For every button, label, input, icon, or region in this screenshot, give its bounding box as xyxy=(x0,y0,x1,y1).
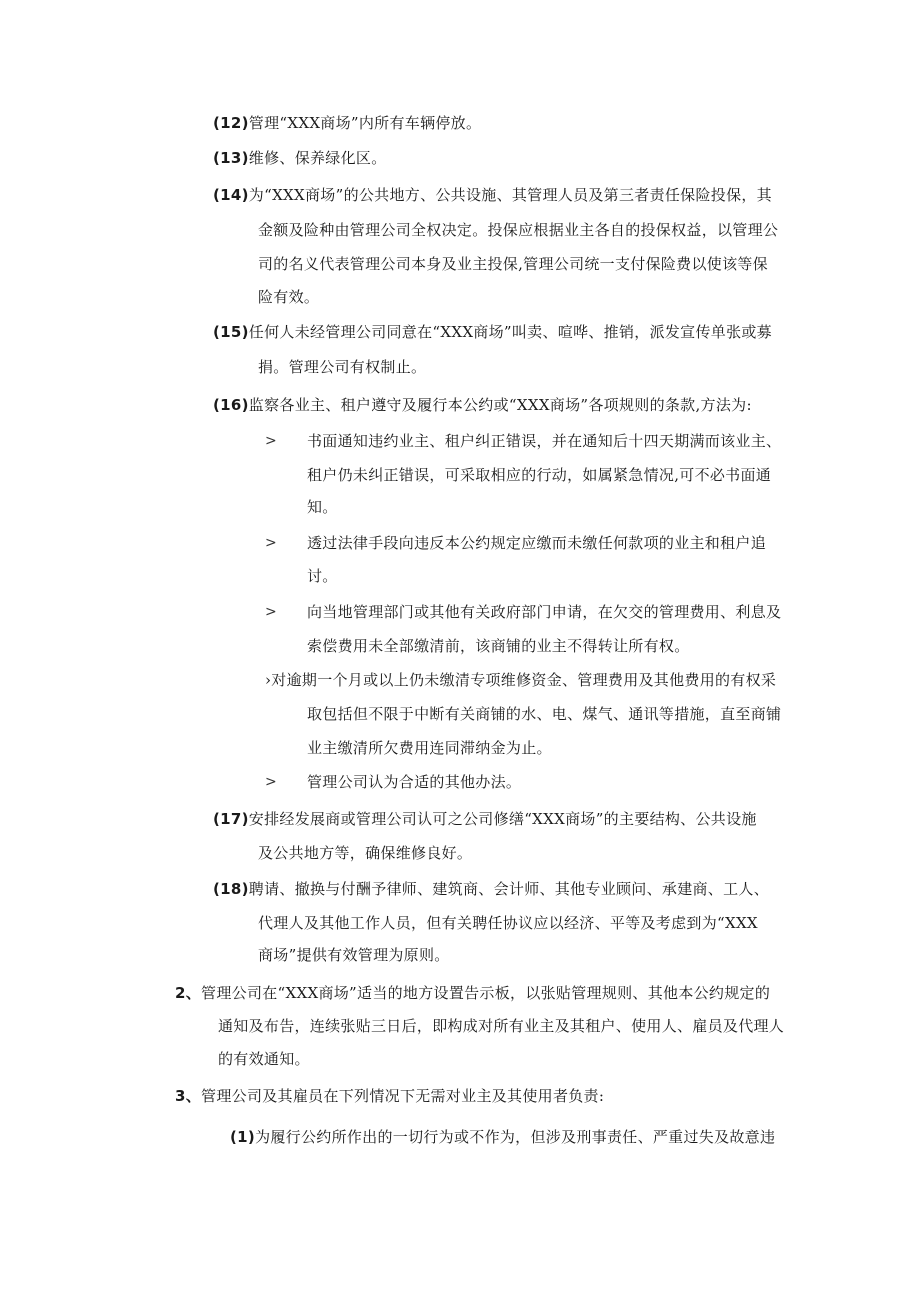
clause-text: 管理“XXX商场”内所有车辆停放。 xyxy=(248,114,482,132)
clause-text: 聘请、撤换与付酬予律师、建筑商、会计师、其他专业顾问、承建商、工人、 xyxy=(248,880,770,898)
clause-12 xyxy=(213,113,481,133)
clause-text: 任何人未经管理公司同意在“XXX商场”叫卖、喧哗、推销，派发宣传单张或募 xyxy=(248,323,772,341)
clause-text: 安排经发展商或管理公司认可之公司修缮“XXX商场”的主要结构、公共设施 xyxy=(248,810,757,828)
clause-17-line-2: 及公共地方等，确保维修良好。 xyxy=(258,844,473,862)
bullet-3-line-2: 索偿费用未全部缴清前，该商铺的业主不得转让所有权。 xyxy=(307,637,690,655)
bullet-4-line-2: 取包括但不限于中断有关商铺的水、电、煤气、通讯等措施，直至商铺 xyxy=(307,705,782,723)
bullet-1-line-2: 租户仍未纠正错误，可采取相应的行动，如属紧急情况,可不必书面通 xyxy=(307,466,772,484)
clause-number: (17) xyxy=(213,810,249,828)
clause-number: (13) xyxy=(213,149,249,167)
clause-number: (14) xyxy=(213,186,249,204)
bullet-arrow-icon: > xyxy=(265,535,277,551)
clause-14-line-4: 险有效。 xyxy=(258,288,320,306)
clause-text: 为“XXX商场”的公共地方、公共设施、其管理人员及第三者责任保险投保，其 xyxy=(248,186,772,204)
clause-number: (18) xyxy=(213,880,249,898)
section-3 xyxy=(175,1086,604,1106)
bullet-arrow-icon: > xyxy=(265,774,277,790)
clause-15 xyxy=(213,322,772,342)
clause-16 xyxy=(213,395,752,415)
bullet-1-line-3: 知。 xyxy=(307,498,338,516)
sub-text: 为履行公约所作出的一切行为或不作为，但涉及刑事责任、严重过失及故意违 xyxy=(255,1128,776,1146)
section-text: 管理公司及其雇员在下列情况下无需对业主及其使用者负责: xyxy=(201,1087,605,1105)
clause-17 xyxy=(213,809,757,829)
section-number: 3、 xyxy=(175,1087,202,1105)
section-text: 管理公司在“XXX商场”适当的地方设置告示板，以张贴管理规则、其他本公约规定的 xyxy=(201,984,771,1002)
clause-18-line-2: 代理人及其他工作人员，但有关聘任协议应以经济、平等及考虑到为“XXX xyxy=(258,914,758,932)
clause-18 xyxy=(213,879,769,899)
sub-number: (1) xyxy=(230,1128,256,1146)
clause-15-line-2: 捐。管理公司有权制止。 xyxy=(258,358,427,376)
section-3-sub-1 xyxy=(230,1127,775,1147)
section-2 xyxy=(175,983,770,1003)
bullet-5-line-1: 管理公司认为合适的其他办法。 xyxy=(307,773,522,791)
bullet-arrow-icon: > xyxy=(265,433,277,449)
bullet-arrow-icon: > xyxy=(265,604,277,620)
clause-text: 监察各业主、租户遵守及履行本公约或“XXX商场”各项规则的条款,方法为: xyxy=(248,396,752,414)
section-2-line-3: 的有效通知。 xyxy=(218,1050,310,1068)
clause-18-line-3: 商场”提供有效管理为原则。 xyxy=(258,946,450,964)
bullet-2-line-2: 讨。 xyxy=(307,567,338,585)
clause-number: (16) xyxy=(213,396,249,414)
clause-14-line-3: 司的名义代表管理公司本身及业主投保,管理公司统一支付保险费以使该等保 xyxy=(258,255,768,273)
section-number: 2、 xyxy=(175,984,202,1002)
bullet-1-line-1: 书面通知违约业主、租户纠正错误，并在通知后十四天期满而该业主、 xyxy=(307,432,782,450)
bullet-4-line-3: 业主缴清所欠费用连同滞纳金为止。 xyxy=(307,739,552,757)
bullet-2-line-1: 透过法律手段向违反本公约规定应缴而未缴任何款项的业主和租户追 xyxy=(307,534,767,552)
clause-number: (15) xyxy=(213,323,249,341)
clause-number: (12) xyxy=(213,114,249,132)
bullet-3-line-1: 向当地管理部门或其他有关政府部门申请，在欠交的管理费用、利息及 xyxy=(307,603,782,621)
clause-text: 维修、保养绿化区。 xyxy=(248,149,387,167)
clause-13 xyxy=(213,148,387,168)
clause-14 xyxy=(213,185,772,205)
section-2-line-2: 通知及布告，连续张贴三日后，即构成对所有业主及其租户、使用人、雇员及代理人 xyxy=(218,1017,785,1035)
clause-14-line-2: 金额及险种由管理公司全权决定。投保应根据业主各自的投保权益，以管理公 xyxy=(258,221,779,239)
bullet-4-line-1: ›对逾期一个月或以上仍未缴清专项维修资金、管理费用及其他费用的有权采 xyxy=(265,671,777,689)
